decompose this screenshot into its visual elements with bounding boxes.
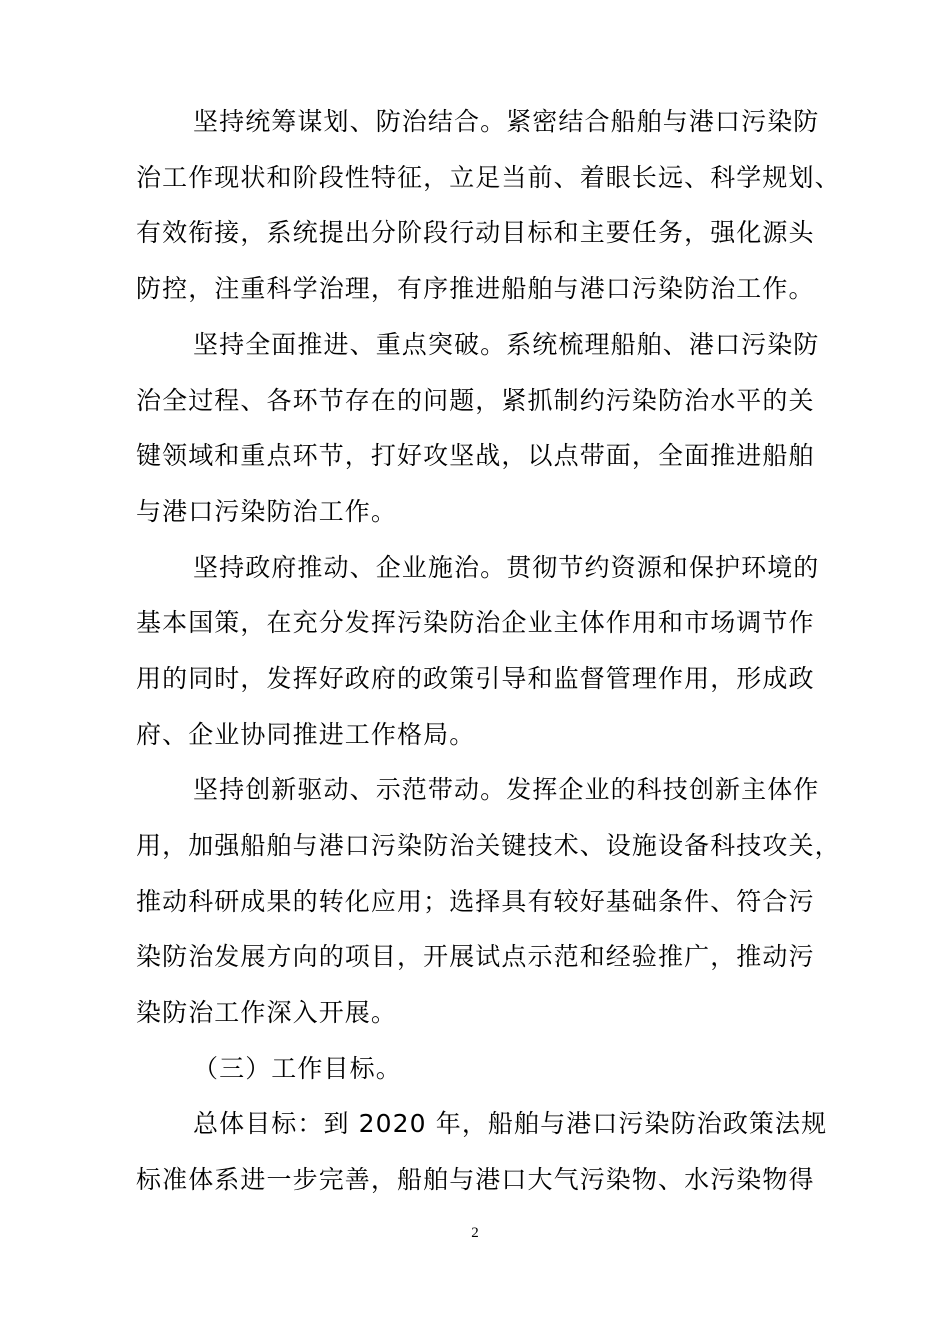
paragraph-2-line-1: 坚持全面推进、重点突破。系统梳理船舶、港口污染防	[193, 330, 820, 359]
paragraph-5-line-1: 总体目标：到 2020 年，船舶与港口污染防治政策法规	[193, 1109, 828, 1138]
page-number: 2	[471, 1225, 479, 1241]
section-heading: （三）工作目标。	[193, 1054, 402, 1083]
paragraph-5-line-2: 标准体系进一步完善，船舶与港口大气污染物、水污染物得	[136, 1165, 815, 1194]
paragraph-3-line-2: 基本国策，在充分发挥污染防治企业主体作用和市场调节作	[136, 608, 815, 637]
paragraph-3-line-1: 坚持政府推动、企业施治。贯彻节约资源和保护环境的	[193, 553, 820, 582]
paragraph-4-line-3: 推动科研成果的转化应用；选择具有较好基础条件、符合污	[136, 887, 815, 916]
paragraph-3-line-3: 用的同时，发挥好政府的政策引导和监督管理作用，形成政	[136, 664, 815, 693]
paragraph-1-line-4: 防控，注重科学治理，有序推进船舶与港口污染防治工作。	[136, 274, 815, 303]
paragraph-2-line-3: 键领域和重点环节，打好攻坚战，以点带面，全面推进船舶	[136, 441, 815, 470]
paragraph-4-line-5: 染防治工作深入开展。	[136, 998, 398, 1027]
paragraph-1-line-1: 坚持统筹谋划、防治结合。紧密结合船舶与港口污染防	[193, 107, 820, 136]
paragraph-3-line-4: 府、企业协同推进工作格局。	[136, 720, 476, 749]
paragraph-2-line-4: 与港口污染防治工作。	[136, 497, 398, 526]
paragraph-4-line-1: 坚持创新驱动、示范带动。发挥企业的科技创新主体作	[193, 775, 820, 804]
paragraph-1-line-3: 有效衔接，系统提出分阶段行动目标和主要任务，强化源头	[136, 218, 815, 247]
paragraph-4-line-2: 用，加强船舶与港口污染防治关键技术、设施设备科技攻关，	[136, 831, 841, 860]
paragraph-4-line-4: 染防治发展方向的项目，开展试点示范和经验推广，推动污	[136, 942, 815, 971]
paragraph-1-line-2: 治工作现状和阶段性特征，立足当前、着眼长远、科学规划、	[136, 163, 841, 192]
paragraph-2-line-2: 治全过程、各环节存在的问题，紧抓制约污染防治水平的关	[136, 386, 815, 415]
